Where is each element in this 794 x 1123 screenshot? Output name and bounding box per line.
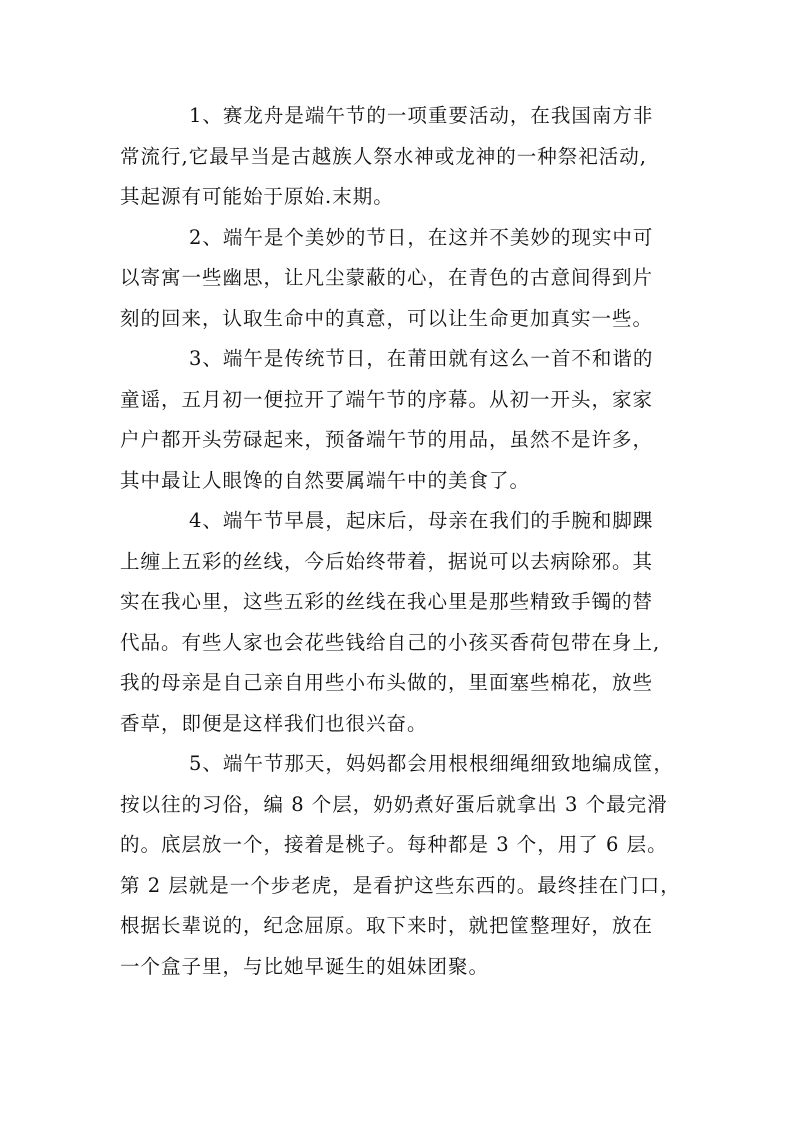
paragraph-line: 实在我心里，这些五彩的丝线在我心里是那些精致手镯的替 xyxy=(120,590,654,613)
paragraph-line: 3、端午是传统节日，在莆田就有这么一首不和谐的 xyxy=(189,347,654,370)
paragraph-3 xyxy=(120,339,692,501)
paragraph-2 xyxy=(120,218,692,340)
paragraph-line: 代品。有些人家也会花些钱给自己的小孩买香荷包带在身上, xyxy=(120,630,661,654)
paragraph-line: 1、赛龙舟是端午节的一项重要活动，在我国南方非 xyxy=(189,104,654,127)
paragraph-line: 童谣，五月初一便拉开了端午节的序幕。从初一开头，家家 xyxy=(120,387,654,411)
paragraph-line: 2、端午是个美妙的节日，在这并不美妙的现实中可 xyxy=(189,225,654,249)
paragraph-line: 上缠上五彩的丝线，今后始终带着，据说可以去病除邪。其 xyxy=(120,549,654,573)
paragraph-1 xyxy=(120,96,692,218)
paragraph-line: 第 2 层就是一个步老虎，是看护这些东西的。最终挂在门口， xyxy=(120,873,681,897)
paragraph-line: 其起源有可能始于原始.末期。 xyxy=(120,185,394,208)
paragraph-line: 我的母亲是自己亲自用些小布头做的，里面塞些棉花，放些 xyxy=(120,671,654,694)
paragraph-line: 4、端午节早晨，起床后，母亲在我们的手腕和脚踝 xyxy=(189,509,654,532)
paragraph-line: 其中最让人眼馋的自然要属端午中的美食了。 xyxy=(120,468,531,492)
paragraph-line: 按以往的习俗，编 8 个层，奶奶煮好蛋后就拿出 3 个最完滑 xyxy=(120,792,668,816)
paragraph-line: 的。底层放一个，接着是桃子。每种都是 3 个，用了 6 层。 xyxy=(120,833,668,856)
paragraph-5 xyxy=(120,744,692,987)
paragraph-line: 以寄寓一些幽思，让凡尘蒙蔽的心，在青色的古意间得到片 xyxy=(120,266,654,289)
paragraph-line: 刻的回来，认取生命中的真意，可以让生命更加真实一些。 xyxy=(120,306,654,330)
paragraph-line: 根据长辈说的，纪念屈原。取下来时，就把筐整理好，放在 xyxy=(120,914,654,937)
paragraph-line: 一个盒子里，与比她早诞生的姐妹团聚。 xyxy=(120,954,490,978)
paragraph-line: 户户都开头劳碌起来，预备端午节的用品，虽然不是许多， xyxy=(120,428,654,451)
paragraph-line: 常流行,它最早当是古越族人祭水神或龙神的一种祭祀活动, xyxy=(120,144,647,168)
paragraph-4 xyxy=(120,501,692,744)
document-body xyxy=(120,96,692,987)
paragraph-line: 5、端午节那天，妈妈都会用根根细绳细致地编成筐， xyxy=(189,752,674,775)
paragraph-line: 香草，即便是这样我们也很兴奋。 xyxy=(120,711,428,735)
